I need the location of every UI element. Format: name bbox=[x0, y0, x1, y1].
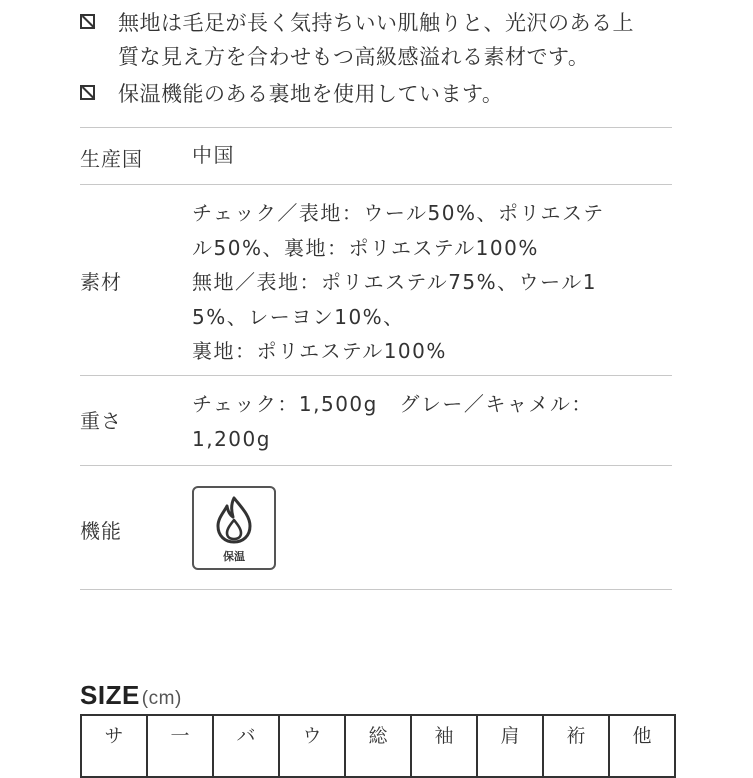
size-table-header-cell: バ bbox=[213, 715, 279, 777]
feature-item bbox=[80, 6, 680, 74]
size-table-header-row bbox=[81, 715, 675, 777]
feature-line: 保温機能のある裏地を使用しています。 bbox=[118, 82, 504, 106]
spec-value-line: チェック：1,500g グレー／キャメル： bbox=[192, 392, 593, 416]
size-heading bbox=[80, 680, 182, 711]
divider bbox=[80, 465, 672, 466]
size-table-header-cell: 裄 bbox=[543, 715, 609, 777]
size-unit: (cm) bbox=[141, 688, 182, 709]
spec-value-material bbox=[192, 196, 605, 369]
spec-label-function: 機能 bbox=[80, 519, 122, 543]
spec-value-origin bbox=[192, 138, 235, 173]
size-table-header-cell: 肩 bbox=[477, 715, 543, 777]
size-table-header-cell: サ bbox=[81, 715, 147, 777]
spec-value-line: 無地／表地：ポリエステル75%、ウール1 bbox=[192, 270, 597, 294]
spec-label-weight: 重さ bbox=[80, 409, 122, 433]
feature-item bbox=[80, 77, 680, 111]
size-table-header-cell: ウ bbox=[279, 715, 345, 777]
spec-label-origin: 生産国 bbox=[80, 147, 143, 171]
size-table-header-cell: 総 bbox=[345, 715, 411, 777]
size-table-header-cell: 他 bbox=[609, 715, 675, 777]
spec-value-line: チェック／表地：ウール50%、ポリエステ bbox=[192, 201, 605, 225]
divider bbox=[80, 589, 672, 590]
size-title: SIZE bbox=[80, 680, 140, 710]
feature-line: 質な見え方を合わせもつ高級感溢れる素材です。 bbox=[118, 45, 590, 69]
hatched-square-icon bbox=[80, 85, 95, 100]
spec-value-line: 1,200g bbox=[192, 426, 271, 451]
spec-label-material: 素材 bbox=[80, 270, 122, 294]
feature-line: 無地は毛足が長く気持ちいい肌触りと、光沢のある上 bbox=[118, 11, 634, 35]
divider bbox=[80, 127, 672, 128]
spec-value-weight bbox=[192, 387, 593, 456]
spec-value-line: 5%、レーヨン10%、 bbox=[192, 304, 405, 329]
badge-caption: 保温 bbox=[223, 550, 245, 563]
hatched-square-icon bbox=[80, 14, 95, 29]
size-table-header-cell: 一 bbox=[147, 715, 213, 777]
divider bbox=[80, 375, 672, 376]
spec-value-line: 裏地：ポリエステル100% bbox=[192, 339, 447, 363]
size-table bbox=[80, 714, 676, 778]
size-table-header-cell: 袖 bbox=[411, 715, 477, 777]
spec-value-text: 中国 bbox=[192, 143, 235, 167]
spec-value-line: ル50%、裏地：ポリエステル100% bbox=[192, 235, 539, 260]
divider bbox=[80, 184, 672, 185]
thermal-badge bbox=[192, 486, 276, 570]
flame-icon bbox=[212, 494, 256, 544]
